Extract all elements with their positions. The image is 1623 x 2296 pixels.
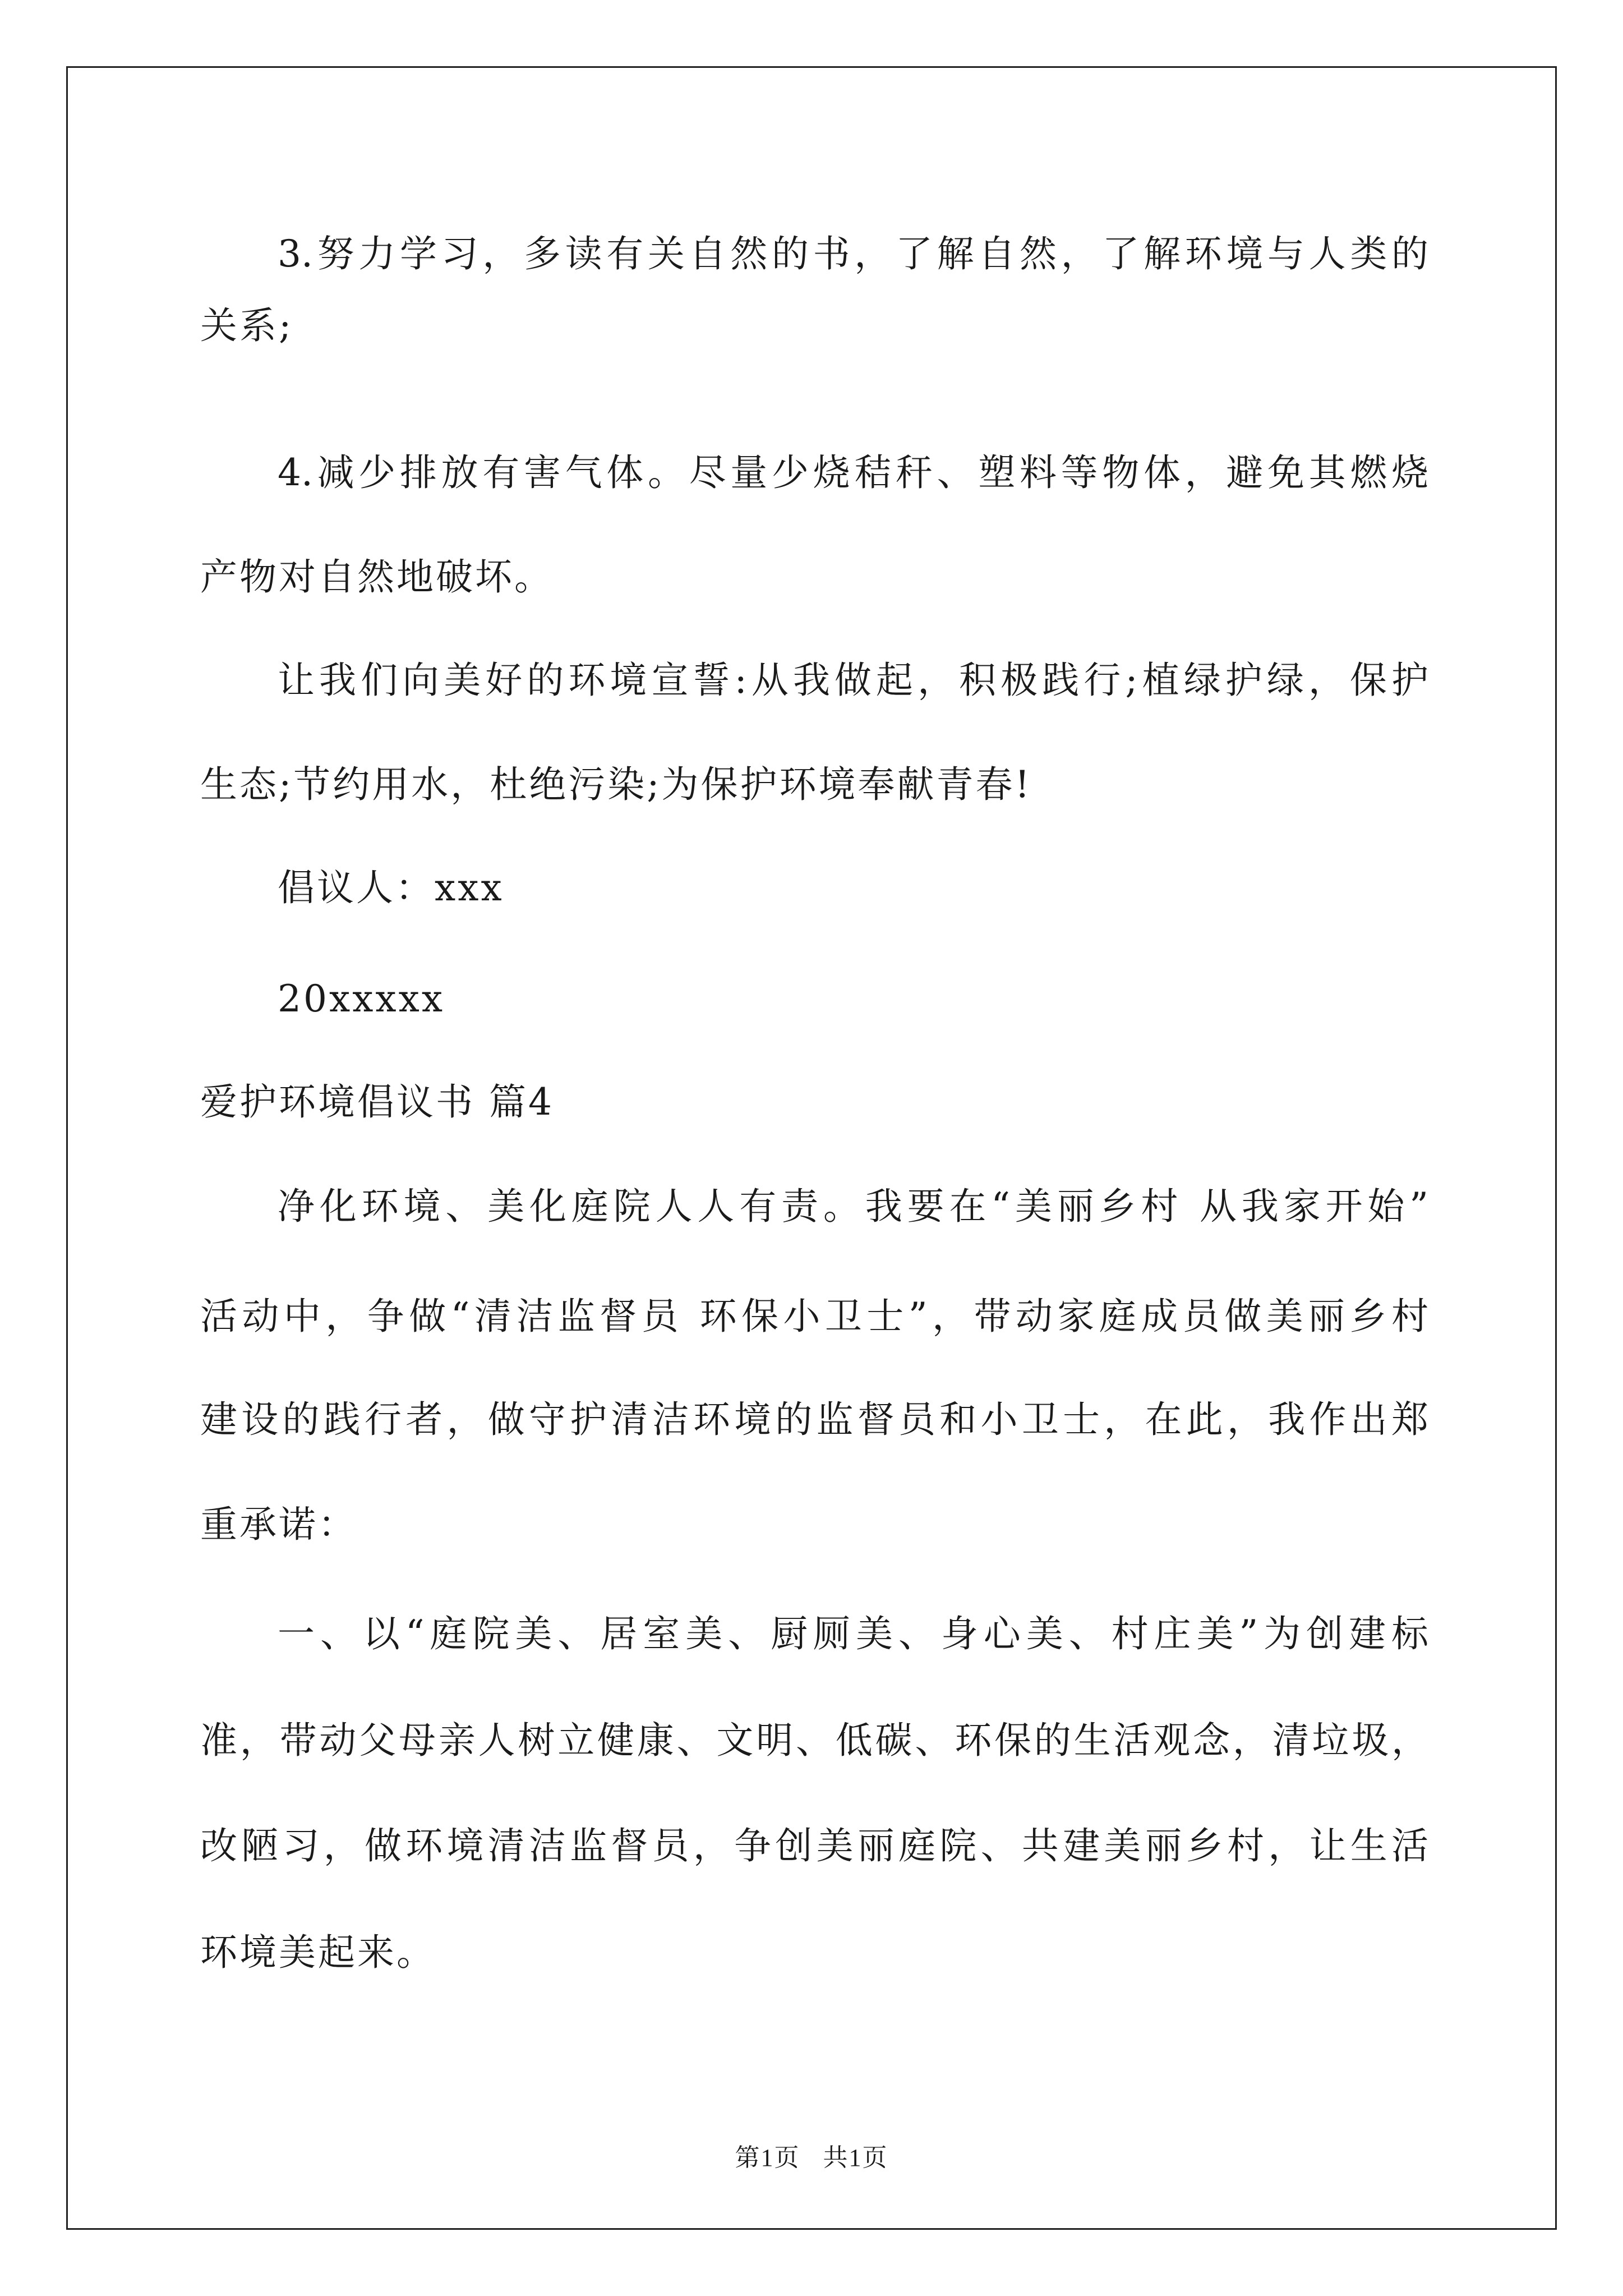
paragraph-line: 生态;节约用水，杜绝污染;为保护环境奉献青春! <box>200 763 1032 806</box>
section-heading: 爱护环境倡议书 篇4 <box>200 1080 554 1124</box>
page-footer <box>0 2137 1623 2173</box>
paragraph-line: 改陋习，做环境清洁监督员，争创美丽庭院、共建美丽乡村，让生活 <box>200 1824 1428 1867</box>
page-border <box>66 66 1557 2230</box>
paragraph-line: 4.减少排放有害气体。尽量少烧秸秆、塑料等物体，避免其燃烧 <box>278 451 1428 494</box>
paragraph-line: 产物对自然地破坏。 <box>200 555 554 599</box>
paragraph-line: 净化环境、美化庭院人人有责。我要在“美丽乡村 从我家开始” <box>278 1185 1428 1228</box>
paragraph-line: 环境美起来。 <box>200 1931 436 1974</box>
paragraph-line: 一、以“庭院美、居室美、厨厕美、身心美、村庄美”为创建标 <box>278 1612 1428 1655</box>
date-line: 20xxxxx <box>278 977 445 1020</box>
paragraph-line: 重承诺： <box>200 1503 357 1546</box>
paragraph-line: 让我们向美好的环境宣誓:从我做起，积极践行;植绿护绿，保护 <box>278 659 1428 702</box>
paragraph-line: 建设的践行者，做守护清洁环境的监督员和小卫士，在此，我作出郑 <box>200 1398 1428 1441</box>
signatory-line: 倡议人：xxx <box>278 866 504 909</box>
paragraph-line: 3.努力学习，多读有关自然的书，了解自然，了解环境与人类的 <box>278 232 1428 275</box>
page-number-current: 第1页 <box>735 2144 800 2171</box>
paragraph-line: 活动中，争做“清洁监督员 环保小卫士”，带动家庭成员做美丽乡村 <box>200 1295 1428 1338</box>
page-number-total: 共1页 <box>823 2144 888 2171</box>
paragraph-line: 准，带动父母亲人树立健康、文明、低碳、环保的生活观念，清垃圾， <box>200 1719 1428 1762</box>
paragraph-line: 关系; <box>200 304 294 347</box>
